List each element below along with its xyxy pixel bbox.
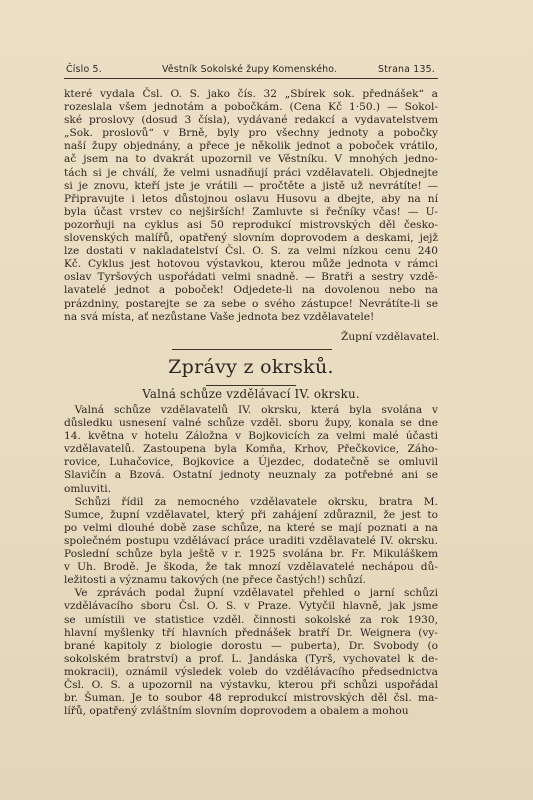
header-rule	[64, 78, 438, 79]
article-subtitle: Valná schůze vzdělávací IV. okrsku.	[142, 387, 360, 401]
body-paragraph	[64, 404, 438, 496]
text-line: sokolském bratrství) a prof. L. Jandáska (Tyrš, vychovatel k de-	[64, 652, 438, 665]
signature: Župní vzdělavatel.	[341, 331, 440, 343]
text-line: lavatelé jednot a poboček! Odjedete-li na dovolenou nebo na	[64, 284, 438, 297]
text-line: po velmi dlouhé době zase schůze, na které se mají poznati a na	[64, 521, 438, 534]
text-line: rovice, Luhačovice, Bojkovice a Újezdec, dodatečně se omluvil	[64, 456, 438, 469]
text-line: Valná schůze vzdělavatelů IV. okrsku, která byla svolána v	[64, 404, 438, 416]
text-line: Sumce, župní vzdělavatel, který při zahájení zdůraznil, že jest to	[64, 508, 438, 521]
text-line: omluviti.	[64, 482, 112, 495]
text-line: prázdniny, postarejte se za sebe o svého zástupce! Nevrátíte-li se	[64, 297, 438, 310]
text-line: hlavní myšlenky tří hlavních přednášek bratří Dr. Weignera (vy-	[64, 626, 438, 639]
text-line: se umístili ve statistice vzděl. činnosti sokolské za rok 1930,	[64, 613, 438, 626]
text-line: které vydala Čsl. O. S. jako čís. 32 „Sbírek sok. přednášek“ a	[64, 88, 438, 100]
text-line: společném postupu vzdělávací práce uraditi vzdělavatelé IV. okrsku.	[64, 534, 438, 547]
text-line: vzdělávacího sboru Čsl. O. S. v Praze. Vytyčil hlavně, jak jsme	[64, 600, 438, 613]
text-line: Připravujte i letos důstojnou oslavu Husovu a dbejte, aby na ní	[64, 192, 438, 205]
section-title: Zprávy z okrsků.	[168, 356, 334, 378]
text-line: pozorňuji na cyklus asi 50 reprodukcí mistrovských děl česko-	[64, 218, 438, 231]
text-line: lze dostati v nakladatelství Čsl. O. S. za velmi nízkou cenu 240	[64, 245, 438, 258]
text-line: Čsl. O. S. a upozornil na výstavku, kterou při schůzi uspořádal	[64, 678, 438, 691]
body-paragraph	[64, 496, 438, 588]
text-line: br. Šuman. Je to soubor 48 reprodukcí mistrovských děl čsl. ma-	[64, 692, 438, 705]
text-line: tách si je chválí, že velmi usnadňují práci vzdělavateli. Objednejte	[64, 166, 438, 179]
intro-paragraph	[64, 88, 438, 324]
text-line: „Sok. proslovů“ v Brně, byly pro všechny jednoty a pobočky	[64, 127, 438, 140]
text-line: oslav Tyršových uspořádati velmi snadně. — Bratři a sestry vzdě-	[64, 271, 438, 284]
text-line: Slavičín a Bzová. Ostatní jednoty neuznaly za potřebné ani se	[64, 469, 438, 482]
text-line: byla účast vrstev co nejširších! Zamluvte si řečníky včas! — U-	[64, 205, 438, 218]
text-line: Ve zprávách podal župní vzdělavatel přehled o jarní schůzi	[64, 587, 438, 600]
text-line: Poslední schůze byla ještě v r. 1925 svolána br. Fr. Mikuláškem	[64, 548, 438, 561]
text-line: Schůzi řídil za nemocného vzdělavatele okrsku, bratra M.	[64, 495, 438, 508]
text-line: rozeslala všem jednotám a pobočkám. (Cena Kč 1·50.) — Sokol-	[64, 101, 438, 114]
journal-title: Věstník Sokolské župy Komenského.	[162, 64, 338, 75]
text-line: ské proslovy (dosud 3 čísla), vydávané redakcí a vydavatelstvem	[64, 114, 438, 127]
page-header	[66, 64, 435, 75]
page-number: Strana 135.	[378, 64, 435, 75]
text-line: ležitosti a významu takových (ne přece častých!) schůzí.	[64, 574, 366, 587]
text-line: naší župy objednány, a přece je několik jednot a poboček vrátilo,	[64, 140, 438, 153]
text-line: ač jsem na to dvakrát upozornil ve Věstníku. V mnohých jedno-	[64, 153, 438, 166]
text-line: brané kapitoly z biologie dorostu — puberta), Dr. Svobody (o	[64, 639, 438, 652]
text-line: na svá místa, ať nezůstane Vaše jednota bez vzdělavatele!	[64, 310, 375, 323]
text-line: si je znovu, kteří jste je vrátili — pročtěte a jistě už nevrátíte! —	[64, 179, 438, 192]
text-line: Kč. Cyklus jest hotovou výstavkou, kterou může jednota v rámci	[64, 258, 438, 271]
issue-number: Číslo 5.	[66, 64, 102, 75]
text-line: 14. května v hotelu Záložna v Bojkovicích za velmi malé účasti	[64, 430, 438, 443]
text-line: slovenských malířů, opatřený slovním doprovodem a deskami, jejž	[64, 232, 438, 245]
text-line: v Uh. Brodě. Je škoda, že tak mnozí vzdělavatelé nechápou dů-	[64, 561, 438, 574]
section-divider	[172, 349, 332, 350]
text-line: vzdělavatelů. Zastoupena byla Komňa, Krhov, Přečkovice, Záho-	[64, 443, 438, 456]
text-line: mokracii), oznámil výsledek voleb do vzdělávacího předsednictva	[64, 665, 438, 678]
text-line: lířů, opatřený zvláštním slovním doprovodem a obalem a mohou	[64, 705, 409, 718]
text-line: důsledku usnesení valné schůze vzděl. sboru župy, konala se dne	[64, 417, 438, 430]
title-underline	[206, 385, 296, 386]
body-paragraph	[64, 587, 438, 718]
article-body	[64, 404, 438, 718]
